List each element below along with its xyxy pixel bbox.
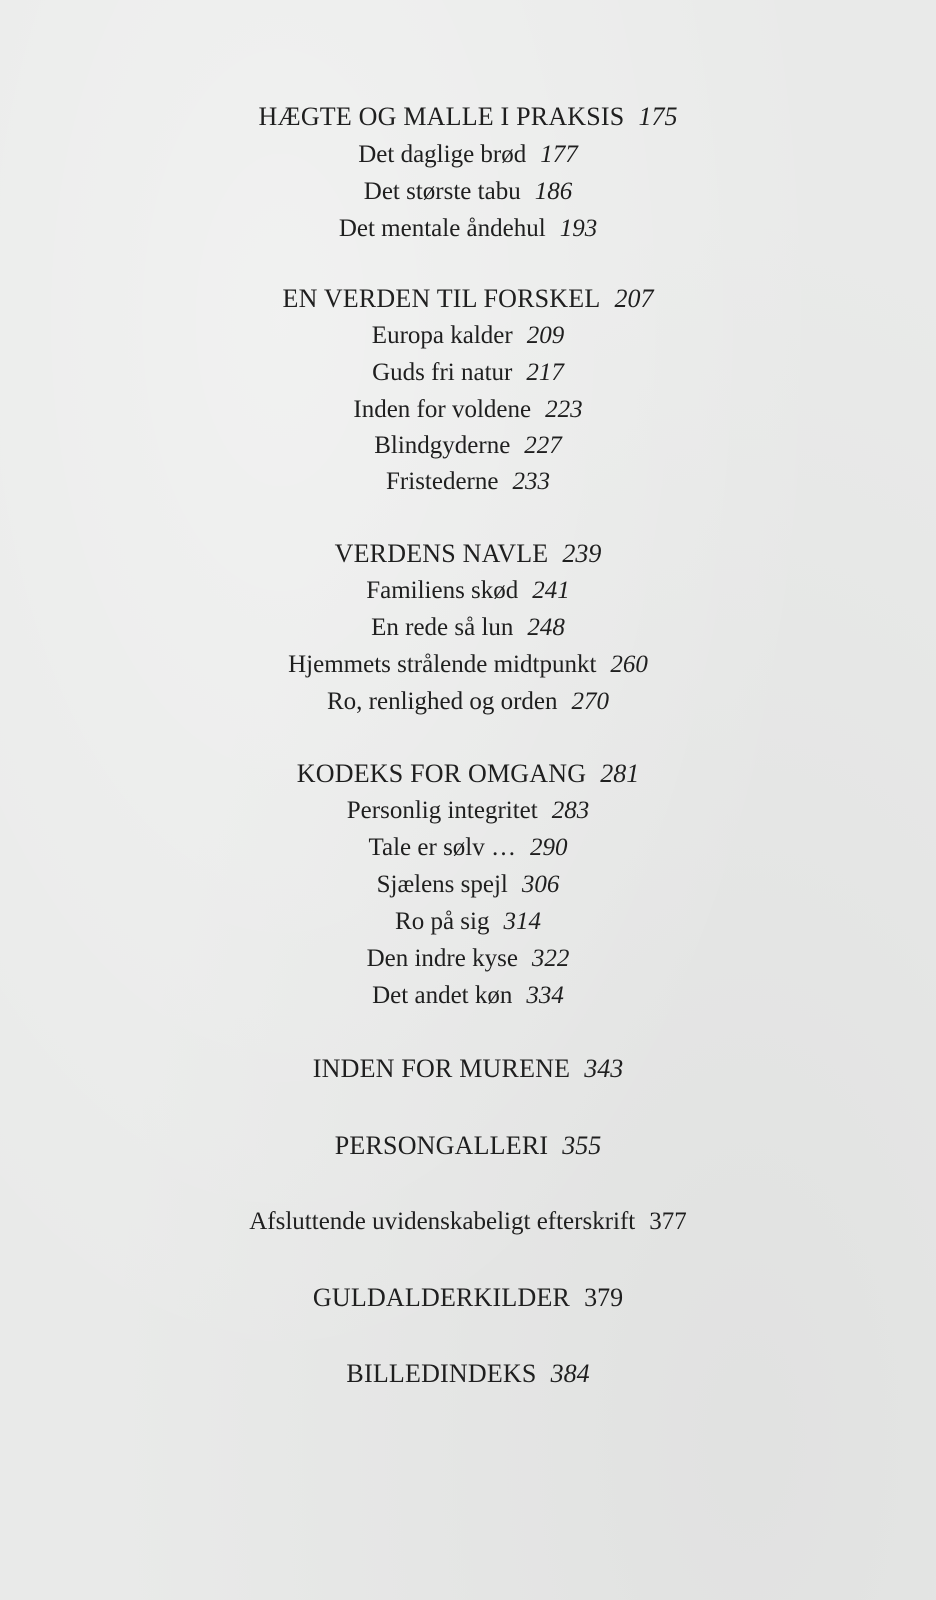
- toc-entry-page: 239: [562, 539, 602, 568]
- toc-entry: [0, 541, 936, 567]
- toc-entry: [0, 216, 936, 241]
- toc-entry-page: 334: [526, 982, 564, 1009]
- toc-entry-label: Inden for voldene: [353, 396, 532, 423]
- toc-entry-label: Afsluttende uvidenskabeligt efterskrift: [249, 1208, 636, 1235]
- toc-entry: [0, 397, 936, 422]
- toc-entry-page: 233: [512, 468, 550, 495]
- toc-entry-label: EN VERDEN TIL FORSKEL: [282, 284, 601, 313]
- toc-entry-page: 186: [534, 178, 573, 205]
- toc-entry: [0, 469, 936, 494]
- toc-entry-page: 281: [600, 759, 640, 788]
- toc-entry-label: GULDALDERKILDER: [312, 1283, 571, 1312]
- toc-entry-label: Blindgyderne: [374, 432, 511, 459]
- toc-entry-label: Europa kalder: [371, 322, 513, 349]
- toc-entry-label: INDEN FOR MURENE: [312, 1054, 571, 1083]
- toc-entry-label: KODEKS FOR OMGANG: [296, 759, 587, 788]
- toc-entry: [0, 689, 936, 714]
- toc-entry-label: Guds fri natur: [372, 359, 513, 386]
- toc-entry-label: Hjemmets strålende midtpunkt: [288, 651, 597, 678]
- toc-entry: [0, 983, 936, 1008]
- toc-entry-label: En rede så lun: [371, 614, 514, 641]
- toc-entry-page: 314: [503, 908, 541, 935]
- toc-entry-label: Det mentale åndehul: [338, 215, 546, 242]
- toc-entry-label: BILLEDINDEKS: [346, 1359, 537, 1388]
- toc-entry-label: Det største tabu: [363, 178, 521, 205]
- toc-entry-page: 343: [584, 1054, 624, 1083]
- toc-entry: [0, 286, 936, 312]
- toc-entry-label: Den indre kyse: [366, 945, 518, 972]
- toc-entry-label: Ro på sig: [395, 908, 490, 935]
- toc-entry-page: 207: [614, 284, 654, 313]
- toc-entry-label: Det andet køn: [372, 982, 513, 1009]
- toc-entry: [0, 179, 936, 204]
- toc-entry-page: 241: [532, 577, 570, 604]
- toc-entry: [0, 1056, 936, 1082]
- toc-entry-page: 175: [638, 102, 678, 131]
- toc-entry-label: Familiens skød: [366, 577, 519, 604]
- toc-entry-page: 209: [526, 322, 565, 349]
- toc-entry: [0, 909, 936, 934]
- toc-entry-page: 377: [649, 1208, 687, 1235]
- toc-entry-label: Sjælens spejl: [376, 871, 508, 898]
- toc-entry-page: 270: [571, 688, 609, 715]
- toc-entry: [0, 1209, 936, 1234]
- toc-entry-label: HÆGTE OG MALLE I PRAKSIS: [258, 102, 625, 131]
- toc-entry-label: VERDENS NAVLE: [334, 539, 549, 568]
- toc-entry: [0, 761, 936, 787]
- toc-entry-page: 384: [550, 1359, 590, 1388]
- toc-entry-page: 193: [559, 215, 598, 242]
- toc-entry-label: Fristederne: [386, 468, 499, 495]
- toc-entry: [0, 1285, 936, 1311]
- toc-entry-page: 177: [540, 141, 578, 168]
- toc-entry-label: Det daglige brød: [358, 141, 527, 168]
- toc-entry: [0, 142, 936, 167]
- toc-entry: [0, 1361, 936, 1387]
- toc-entry-label: Personlig integritet: [346, 797, 538, 824]
- toc-entry-page: 223: [545, 396, 583, 423]
- toc-entry: [0, 433, 936, 458]
- toc-entry-page: 283: [551, 797, 590, 824]
- toc-entry: [0, 615, 936, 640]
- toc-entry-page: 379: [584, 1283, 624, 1312]
- toc-entry-label: Ro, renlighed og orden: [326, 688, 558, 715]
- toc-entry-page: 260: [610, 651, 648, 678]
- toc-entry-page: 290: [530, 834, 568, 861]
- toc-entry-label: PERSONGALLERI: [334, 1131, 549, 1160]
- toc-entry: [0, 1133, 936, 1159]
- toc-entry-page: 217: [526, 359, 564, 386]
- toc-entry: [0, 652, 936, 677]
- toc-entry: [0, 798, 936, 823]
- toc-entry: [0, 323, 936, 348]
- toc-entry: [0, 578, 936, 603]
- toc-entry: [0, 104, 936, 130]
- toc-entry-page: 306: [521, 871, 560, 898]
- toc-entry-page: 322: [531, 945, 570, 972]
- toc-entry: [0, 360, 936, 385]
- toc-entry: [0, 946, 936, 971]
- toc-entry-page: 227: [524, 432, 562, 459]
- toc-entry: [0, 835, 936, 860]
- toc-entry-page: 355: [562, 1131, 602, 1160]
- toc-entry-label: Tale er sølv …: [368, 834, 516, 861]
- toc-entry: [0, 872, 936, 897]
- toc-entry-page: 248: [527, 614, 565, 641]
